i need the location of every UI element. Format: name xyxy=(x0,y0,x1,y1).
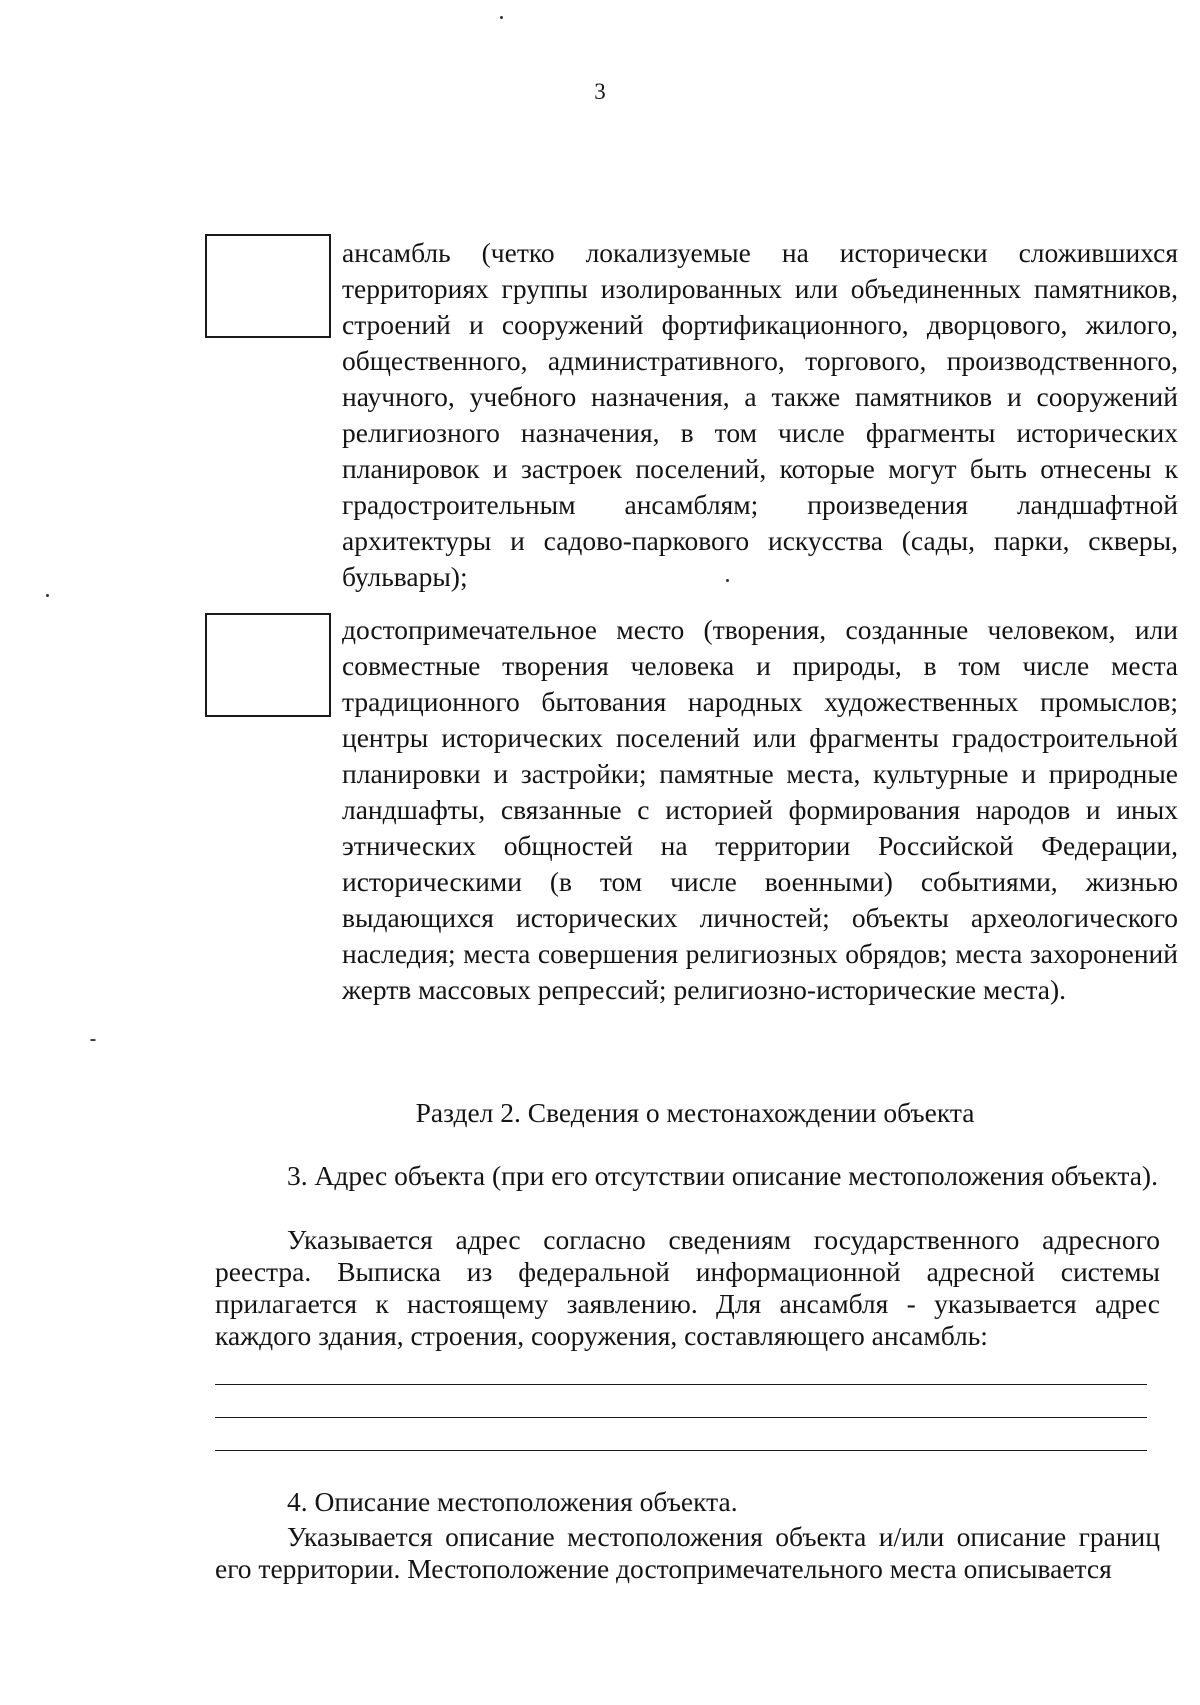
item3-heading: 3. Адрес объекта (при его отсутствии описание местоположения объекта). xyxy=(287,1160,1158,1191)
scan-speck xyxy=(500,16,503,19)
address-fill-line[interactable] xyxy=(215,1384,1147,1385)
landmark-place-option-text: достопримечательное место (творения, созданные человеком, или совместные творения человека и природы, в том числе места традиционного бытования народных художественных промыслов; центры исторических поселений или фрагменты градостроительной планировки и застройки; памятные места, культурные и природные ландшафты, связанные с историей формирования народов и иных этнических общностей на территории Российской Федерации, историческими (в том числе военными) событиями, жизнью выдающихся исторических личностей; объекты археологического наследия; места совершения религиозных обрядов; места захоронений жертв массовых репрессий; религиозно-исторические места). xyxy=(342,614,1178,1005)
item4-body: Указывается описание местоположения объекта и/или описание границ его территории. Местоположение достопримечательного места описывается xyxy=(215,1521,1160,1584)
landmark-place-checkbox[interactable] xyxy=(205,613,331,717)
page-number: 3 xyxy=(594,79,606,104)
ensemble-checkbox[interactable] xyxy=(205,234,331,338)
item4-heading: 4. Описание местоположения объекта. xyxy=(287,1486,738,1517)
scan-speck xyxy=(46,594,49,597)
item3-body: Указывается адрес согласно сведениям государственного адресного реестра. Выписка из федеральной информационной адресной системы прилагается к настоящему заявлению. Для ансамбля - указывается адрес каждого здания, строения, сооружения, составляющего ансамбль: xyxy=(215,1224,1160,1351)
section-title: Раздел 2. Сведения о местонахождении объекта xyxy=(415,1097,975,1128)
address-fill-line[interactable] xyxy=(215,1450,1147,1451)
scan-speck xyxy=(90,1039,96,1041)
address-fill-line[interactable] xyxy=(215,1417,1147,1418)
ensemble-option-text: ансамбль (четко локализуемые на исторически сложившихся территориях группы изолированных или объединенных памятников, строений и сооружений фортификационного, дворцового, жилого, общественного, административного, торгового, производственного, научного, учебного назначения, а также памятников и сооружений религиозного назначения, в том числе фрагменты исторических планировок и застроек поселений, которые могут быть отнесены к градостроительным ансамблям; произведения ландшафтной архитектуры и садово-паркового искусства (сады, парки, скверы, бульвары); xyxy=(342,237,1178,592)
scan-speck xyxy=(726,579,729,582)
